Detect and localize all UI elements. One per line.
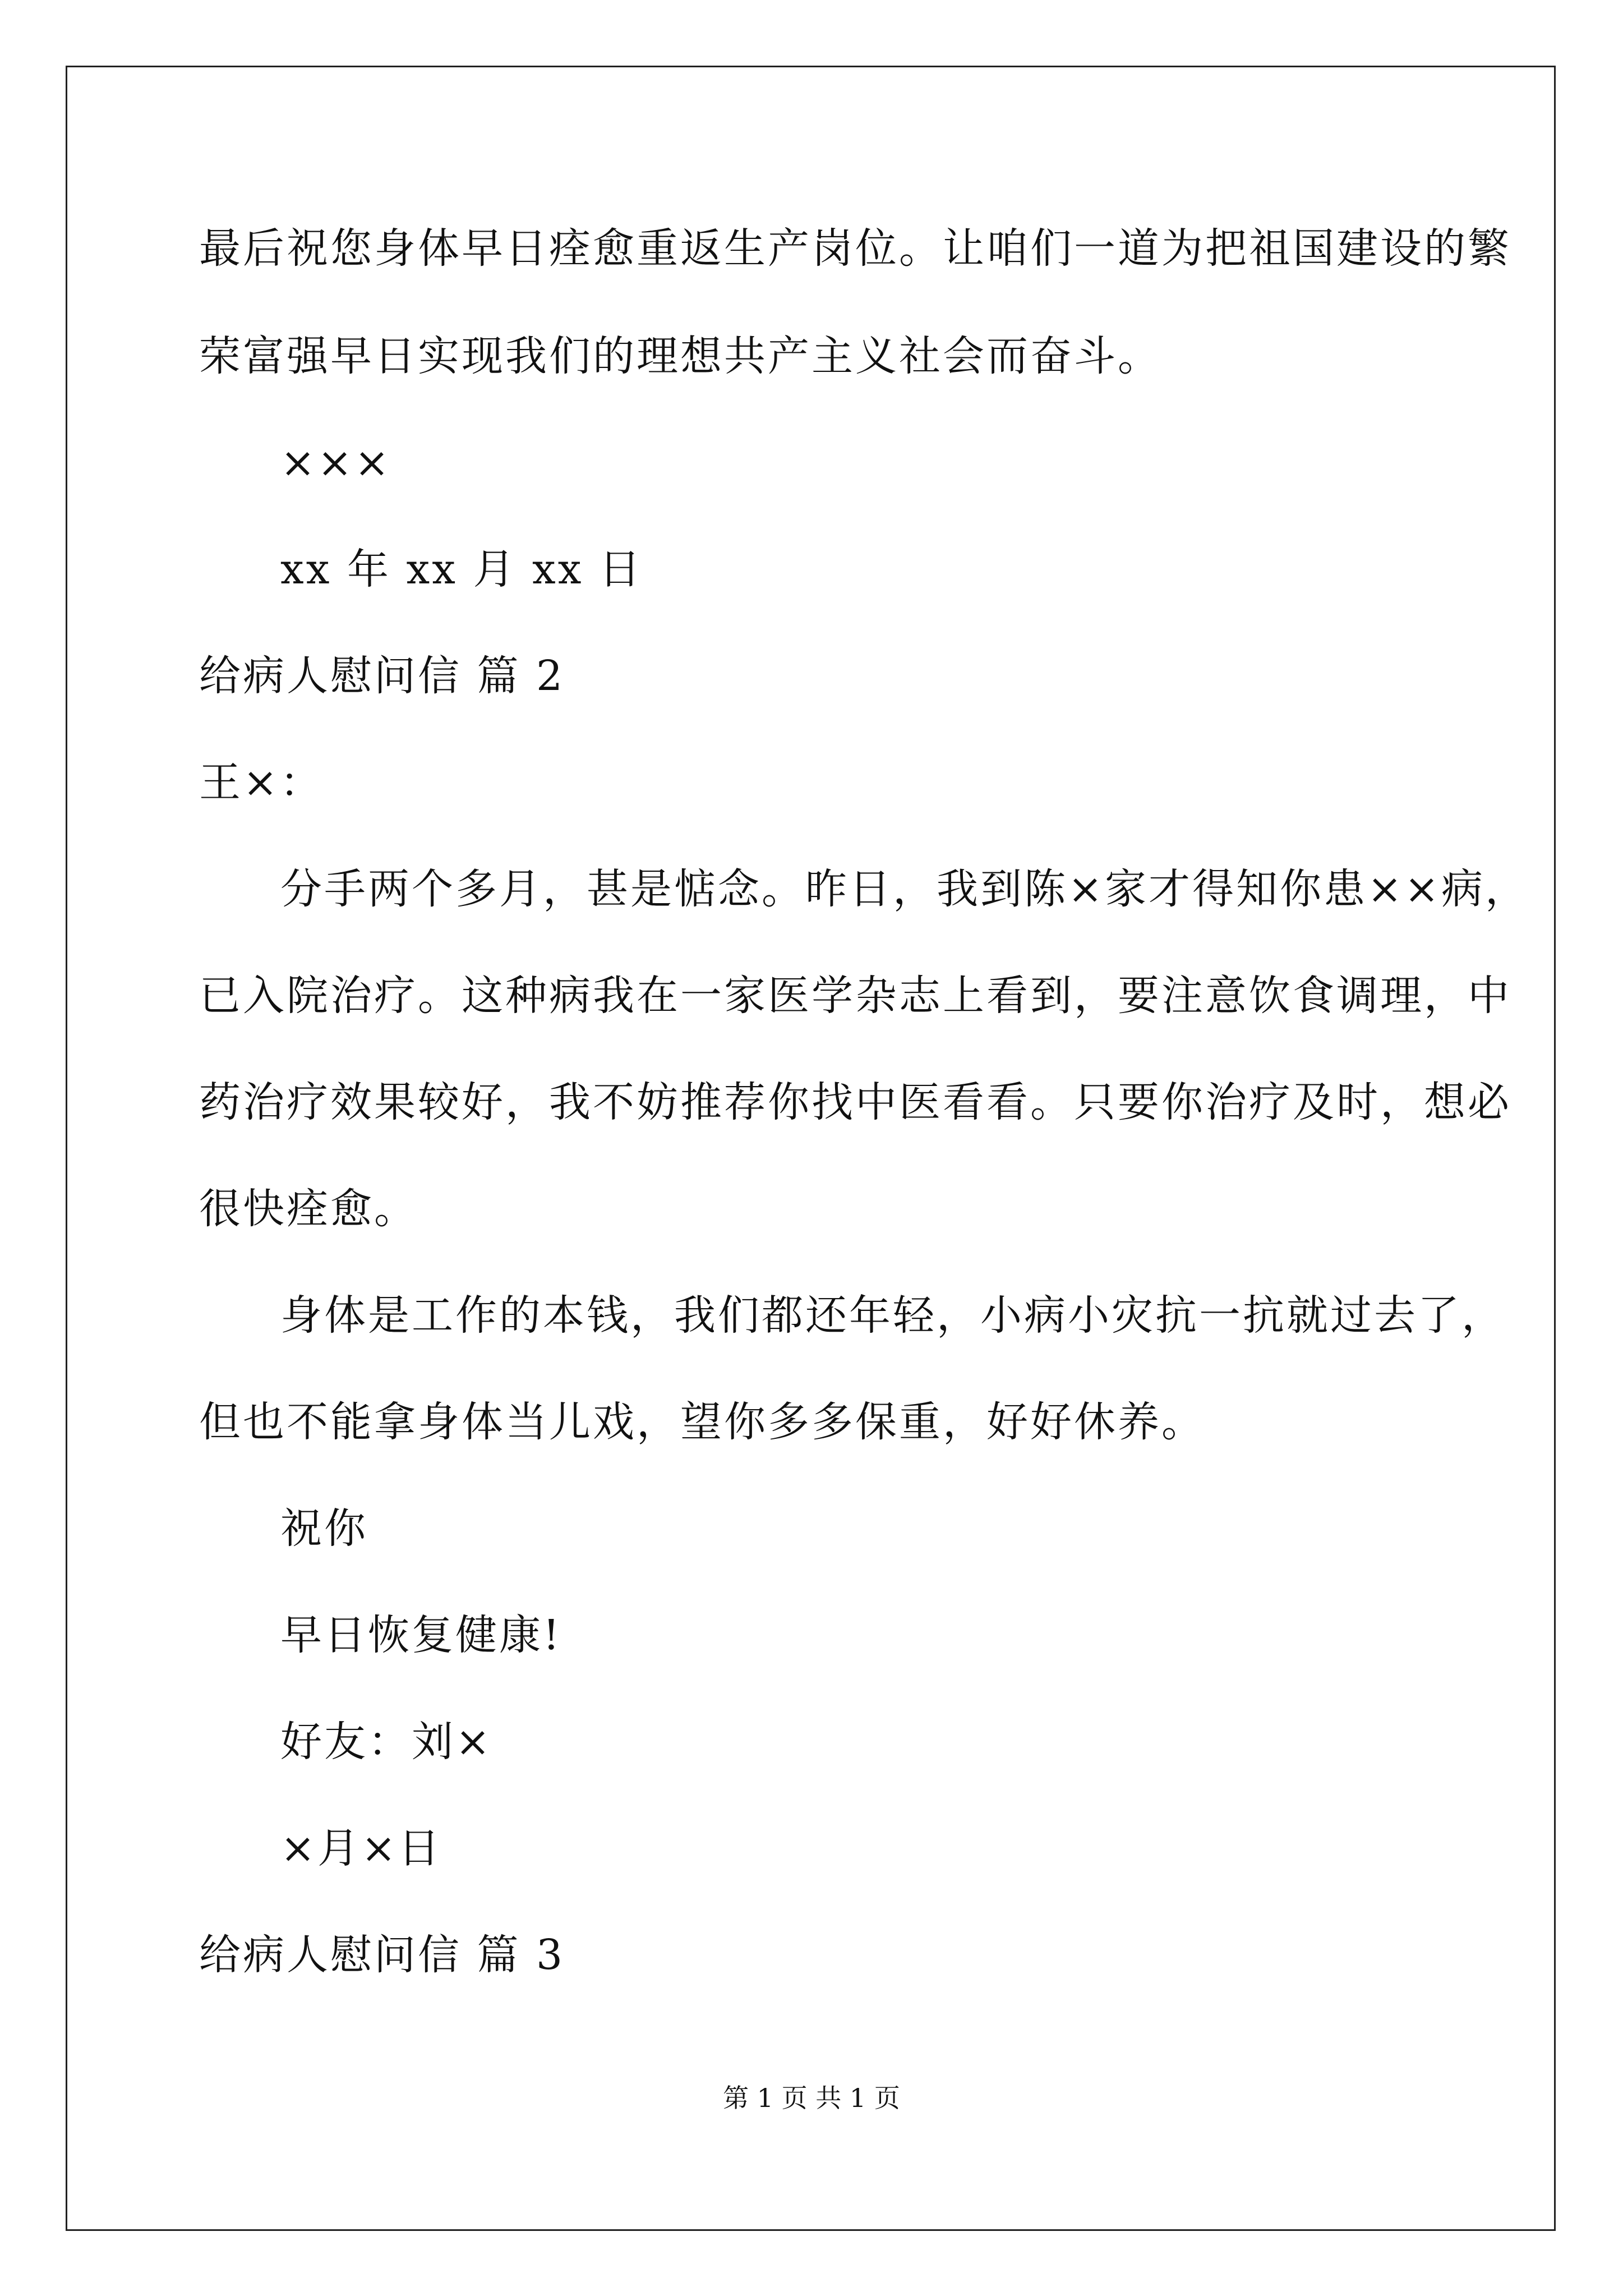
- body-line: 但也不能拿身体当儿戏，望你多多保重，好好休养。: [199, 1398, 1205, 1446]
- closing-wish: 祝你: [280, 1504, 368, 1553]
- body-line: 分手两个多月，甚是惦念。昨日，我到陈×家才得知你患××病，: [280, 865, 1529, 913]
- page-border: [66, 66, 1556, 2231]
- closing-wish: 早日恢复健康!: [280, 1611, 562, 1659]
- date-line: ×月×日: [280, 1824, 442, 1872]
- page-number-footer: 第 1 页 共 1 页: [723, 2083, 900, 2113]
- date-line: xx 年 xx 月 xx 日: [280, 545, 643, 593]
- salutation: 王×：: [199, 758, 324, 807]
- body-line: 最后祝您身体早日痊愈重返生产岗位。让咱们一道为把祖国建设的繁: [199, 224, 1511, 273]
- section-heading: 给病人慰问信 篇 2: [199, 652, 565, 700]
- body-line: 已入院治疗。这种病我在一家医学杂志上看到，要注意饮食调理，中: [199, 972, 1511, 1020]
- body-line: 药治疗效果较好，我不妨推荐你找中医看看。只要你治疗及时，想必: [199, 1078, 1511, 1126]
- signature-name: ×××: [280, 439, 392, 487]
- body-line: 很快痊愈。: [199, 1185, 418, 1233]
- signature-name: 好友：刘×: [280, 1718, 493, 1766]
- body-line: 荣富强早日实现我们的理想共产主义社会而奋斗。: [199, 332, 1161, 380]
- body-line: 身体是工作的本钱，我们都还年轻，小病小灾抗一抗就过去了，: [280, 1291, 1505, 1340]
- section-heading: 给病人慰问信 篇 3: [199, 1931, 565, 1979]
